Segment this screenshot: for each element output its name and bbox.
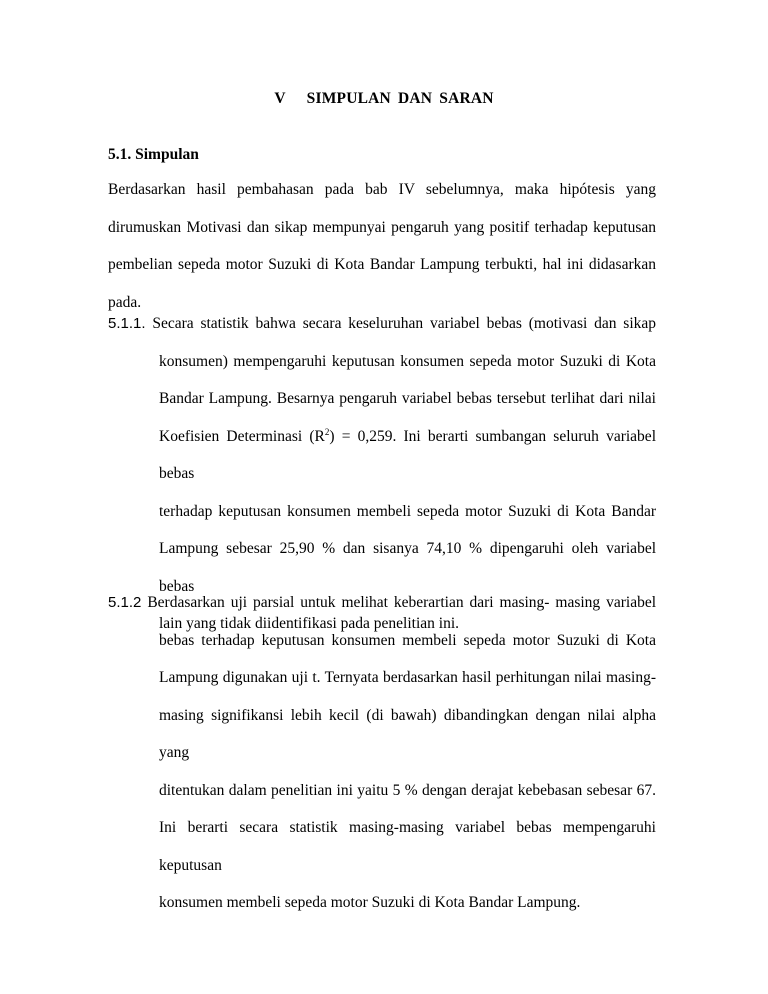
item-2-line-1: Berdasarkan uji parsial untuk melihat keberartian dari masing- masing variabel (147, 594, 657, 611)
item-1-line-2: konsumen) mempengaruhi keputusan konsumen sepeda motor Suzuki di Kota (159, 352, 656, 370)
item-1-line-3: Bandar Lampung. Besarnya pengaruh variabel bebas tersebut terlihat dari nilai (159, 390, 656, 407)
item-2-line-6: Ini berarti secara statistik masing-masing variabel bebas mempengaruhi keputusan (159, 819, 656, 874)
item-2-line-2: bebas terhadap keputusan konsumen membeli sepeda motor Suzuki di Kota (159, 631, 656, 649)
item-2-number: 5.1.2 (108, 594, 142, 611)
item-1-line-7: lain yang tidak diidentifikasi pada penelitian ini. (159, 615, 460, 632)
item-1-line-4-post: ) = 0,259. Ini berarti sumbangan seluruh variabel bebas (159, 427, 656, 482)
item-1-first-line (108, 305, 656, 343)
intro-paragraph: Berdasarkan hasil pembahasan pada bab IV sebelumnya, maka hipótesis yang dirumuskan Motivasi dan sikap mempunyai pengaruh yang positif terhadap keputusan pembelian sepeda motor Suzuki di Kota Bandar Lampung terbukti, hal ini didasarkan pada. (108, 181, 656, 311)
item-2-line-5: ditentukan dalam penelitian ini yaitu 5 % dengan derajat kebebasan sebesar 67. (159, 781, 656, 799)
item-1-line-4-pre: Koefisien Determinasi (R (159, 427, 325, 445)
section-heading: 5.1. Simpulan (108, 146, 199, 163)
conclusion-item-2 (108, 584, 656, 922)
item-1-line-5: terhadap keputusan konsumen membeli sepeda motor Suzuki di Kota Bandar (159, 502, 656, 520)
item-1-line-1: Secara statistik bahwa secara keseluruhan variabel bebas (motivasi dan sikap (152, 315, 657, 332)
item-2-line-7: konsumen membeli sepeda motor Suzuki di Kota Bandar Lampung. (159, 894, 581, 911)
item-1-line-6: Lampung sebesar 25,90 % dan sisanya 74,10 % dipengaruhi oleh variabel bebas (159, 540, 656, 595)
item-1-number: 5.1.1. (108, 315, 146, 332)
chapter-title: V SIMPULAN DAN SARAN (274, 90, 494, 107)
item-2-line-4: masing signifikansi lebih kecil (di bawah) dibandingkan dengan nilai alpha yang (159, 706, 656, 761)
item-1-superscript: 2 (324, 426, 330, 437)
item-1-line-4 (108, 418, 656, 493)
item-2-first-line (108, 584, 656, 622)
item-2-line-3: Lampung digunakan uji t. Ternyata berdasarkan hasil perhitungan nilai masing- (159, 669, 656, 686)
